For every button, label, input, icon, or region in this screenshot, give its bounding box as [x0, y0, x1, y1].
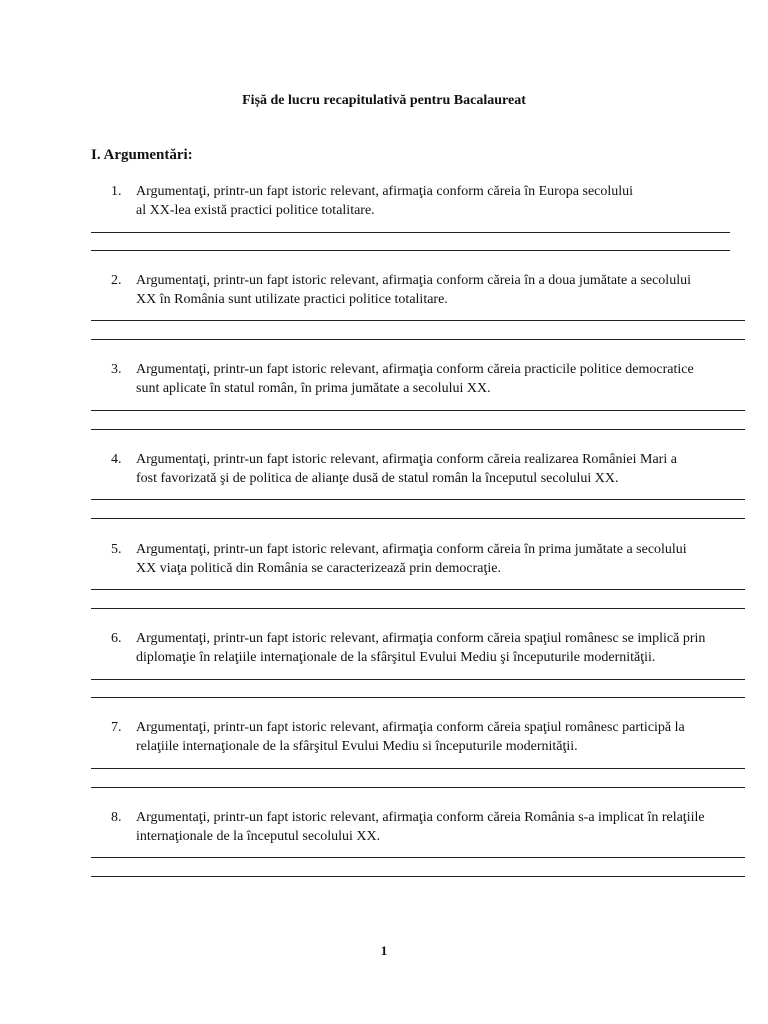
section-heading: I. Argumentări:	[91, 147, 193, 163]
question-text: Argumentaţi, printr-un fapt istoric relevant, afirmaţia conform căreia România s-a implicat în relaţiile internaţionale de la începutul secolului XX.	[136, 810, 705, 844]
answer-line[interactable]	[91, 857, 745, 858]
answer-line[interactable]	[91, 589, 745, 590]
answer-line[interactable]	[91, 499, 745, 500]
question-text: Argumentaţi, printr-un fapt istoric relevant, afirmaţia conform căreia spaţiul românesc participă la relaţiile internaţionale de la sfârşitul Evului Mediu si începuturile modernităţii.	[136, 720, 685, 754]
answer-line[interactable]	[91, 250, 730, 251]
answer-line[interactable]	[91, 768, 745, 769]
answer-line[interactable]	[91, 410, 745, 411]
question-number: 5.	[111, 542, 122, 557]
question-number: 1.	[111, 184, 122, 199]
answer-line[interactable]	[91, 697, 745, 698]
question-text: Argumentaţi, printr-un fapt istoric relevant, afirmaţia conform căreia spaţiul românesc se implică prin diplomaţie în relaţiile internaţionale de la sfârşitul Evului Mediu şi începuturile modernităţii.	[136, 631, 706, 665]
answer-line[interactable]	[91, 429, 745, 430]
answer-line[interactable]	[91, 787, 745, 788]
question-number: 2.	[111, 273, 122, 288]
answer-line[interactable]	[91, 518, 745, 519]
question-number: 3.	[111, 362, 122, 377]
page-number: 1	[380, 943, 388, 958]
question-text: Argumentaţi, printr-un fapt istoric relevant, afirmaţia conform căreia realizarea României Mari a fost favorizată şi de politica de alianţe dusă de statul român la începutul secolului XX.	[136, 452, 677, 486]
answer-line[interactable]	[91, 876, 745, 877]
question-number: 6.	[111, 631, 122, 646]
answer-line[interactable]	[91, 608, 745, 609]
question-number: 4.	[111, 452, 122, 467]
question-text: Argumentaţi, printr-un fapt istoric relevant, afirmaţia conform căreia practicile politice democratice sunt aplicate în statul român, în prima jumătate a secolului XX.	[136, 362, 694, 396]
answer-line[interactable]	[91, 339, 745, 340]
question-text: Argumentaţi, printr-un fapt istoric relevant, afirmaţia conform căreia în Europa secolului al XX-lea există practici politice totalitare.	[136, 184, 634, 218]
answer-line[interactable]	[91, 320, 745, 321]
answer-line[interactable]	[91, 232, 730, 233]
answer-line[interactable]	[91, 679, 745, 680]
page-title: Fișă de lucru recapitulativă pentru Bacalaureat	[242, 93, 526, 108]
question-number: 8.	[111, 810, 122, 825]
question-text: Argumentaţi, printr-un fapt istoric relevant, afirmaţia conform căreia în a doua jumătate a secolului XX în România sunt utilizate practici politice totalitare.	[136, 273, 691, 307]
question-text: Argumentaţi, printr-un fapt istoric relevant, afirmaţia conform căreia în prima jumătate a secolului XX viaţa politică din România se caracterizează prin democraţie.	[136, 542, 687, 576]
question-number: 7.	[111, 720, 122, 735]
